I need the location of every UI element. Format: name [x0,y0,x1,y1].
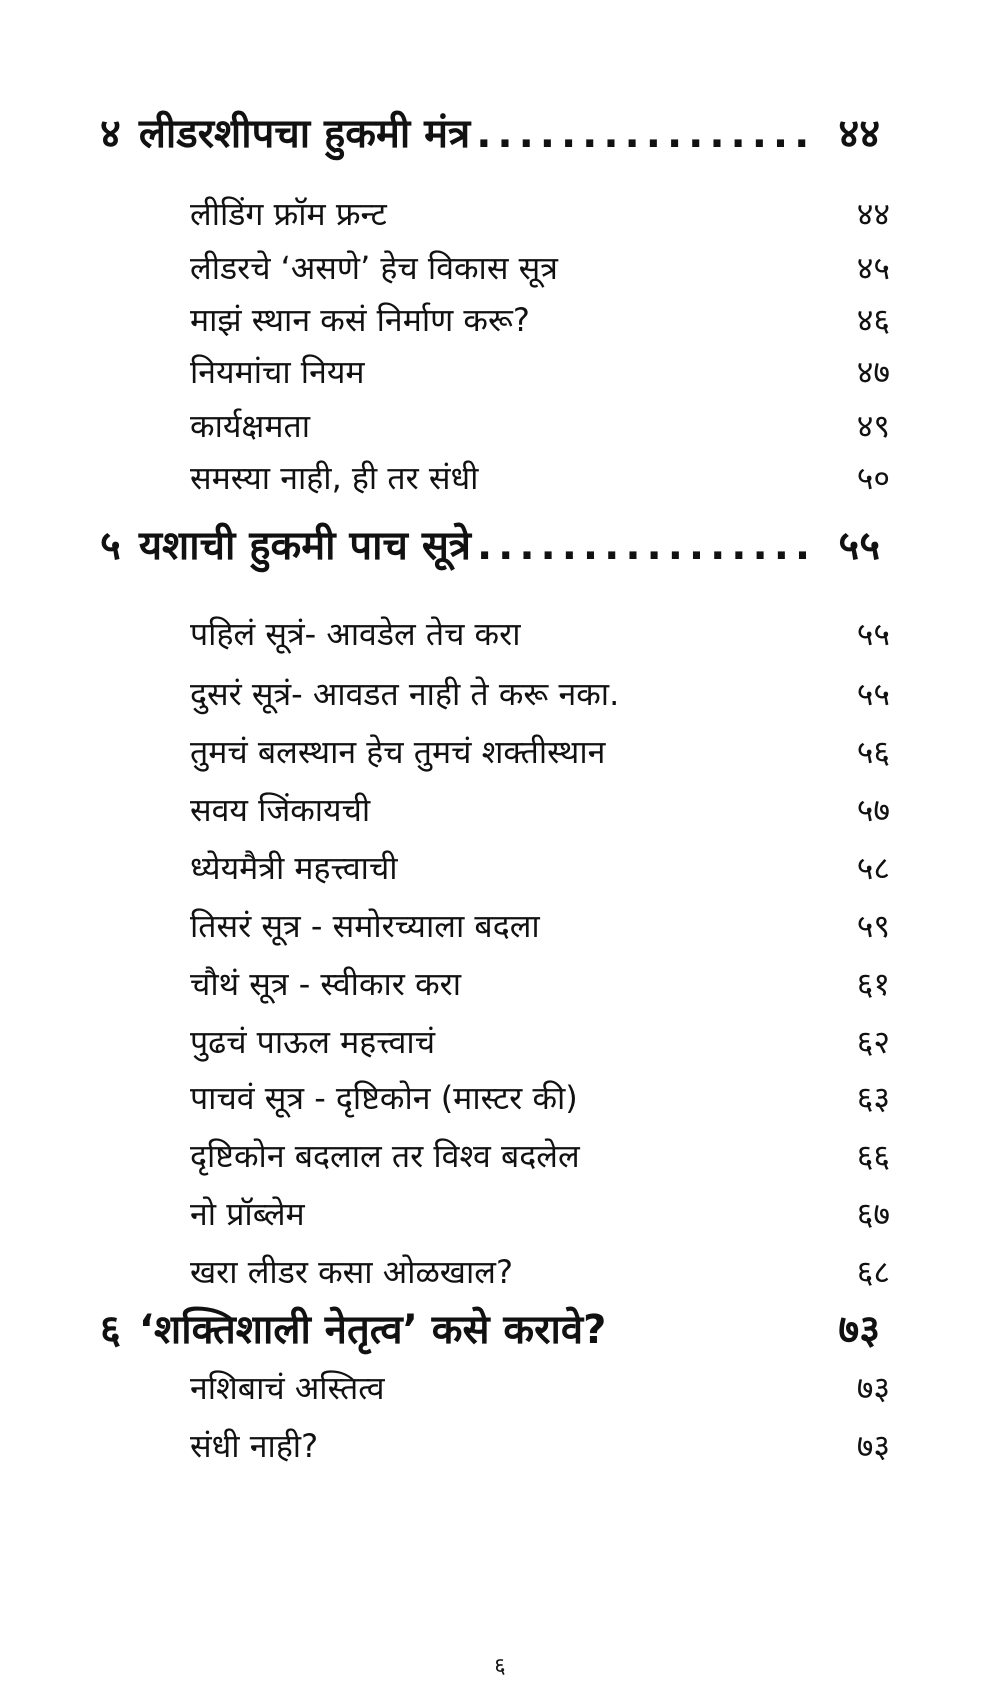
chapter-number: ६ [100,1307,121,1353]
toc-entry [190,404,890,448]
chapter-page-number: ७३ [838,1307,880,1353]
toc-entry [190,1192,890,1236]
entry-page-number: ७३ [856,1427,890,1465]
entry-page-number: ४४ [856,195,890,233]
chapter-heading [100,108,880,160]
entry-page-number: ५६ [856,733,890,771]
chapter-page-number: ५५ [838,523,880,569]
entry-page-number: ४५ [856,249,890,287]
entry-page-number: ४९ [856,407,890,445]
toc-entry [190,962,890,1006]
entry-page-number: ६३ [856,1079,890,1117]
entry-title: पुढचं पाऊल महत्त्वाचं [190,1023,436,1061]
toc-entry [190,672,890,716]
entry-title: तिसरं सूत्र - समोरच्याला बदला [190,907,540,945]
entry-page-number: ५५ [856,615,890,653]
chapter-title: ‘शक्तिशाली नेतृत्व’ कसे करावे? [138,1307,607,1353]
entry-title: नशिबाचं अस्तित्व [190,1369,385,1407]
toc-entry [190,612,890,656]
toc-entry [190,1020,890,1064]
entry-page-number: ५५ [856,675,890,713]
chapter-page-number: ४४ [838,111,880,157]
entry-page-number: ४७ [856,353,890,391]
page-number-footer: ६ [494,1654,506,1679]
toc-entry [190,730,890,774]
entry-title: लीडरचे ‘असणे’ हेच विकास सूत्र [190,249,558,287]
entry-title: माझं स्थान कसं निर्माण करू? [190,301,530,339]
toc-entry [190,1366,890,1410]
chapter-number: ५ [100,523,121,569]
entry-page-number: ६८ [856,1253,890,1291]
chapter-title: लीडरशीपचा हुकमी मंत्र [138,111,471,157]
toc-entry [190,350,890,394]
toc-entry [190,1134,890,1178]
entry-page-number: ५९ [856,907,890,945]
entry-title: दुसरं सूत्रं- आवडत नाही ते करू नका. [190,675,620,713]
chapter-heading [100,1304,880,1356]
entry-title: संधी नाही? [190,1427,319,1465]
toc-entry [190,456,890,500]
chapter-title: यशाची हुकमी पाच सूत्रे [138,523,471,569]
entry-page-number: ४६ [856,301,890,339]
leader-dots: ................ [476,523,817,569]
toc-entry [190,298,890,342]
toc-entry [190,192,890,236]
entry-title: नो प्रॉब्लेम [190,1195,305,1233]
toc-entry [190,246,890,290]
toc-entry [190,846,890,890]
toc-entry [190,1076,890,1120]
entry-title: लीडिंग फ्रॉम फ्रन्ट [190,195,387,233]
leader-dots: ................ [476,111,816,157]
toc-entry [190,788,890,832]
entry-page-number: ५८ [856,849,890,887]
entry-title: समस्या नाही, ही तर संधी [190,459,479,497]
toc-entry [190,904,890,948]
toc-entry [190,1250,890,1294]
chapter-number: ४ [100,111,121,157]
entry-page-number: ५० [856,459,890,497]
entry-title: पहिलं सूत्रं- आवडेल तेच करा [190,615,521,653]
entry-title: चौथं सूत्र - स्वीकार करा [190,965,462,1003]
entry-title: पाचवं सूत्र - दृष्टिकोन (मास्टर की) [190,1079,578,1117]
entry-page-number: ६१ [856,965,890,1003]
entry-title: तुमचं बलस्थान हेच तुमचं शक्तीस्थान [190,733,606,771]
entry-page-number: ६६ [856,1137,890,1175]
entry-title: खरा लीडर कसा ओळखाल? [190,1253,513,1291]
entry-page-number: ५७ [856,791,890,829]
entry-page-number: ७३ [856,1369,890,1407]
entry-page-number: ६७ [856,1195,890,1233]
entry-page-number: ६२ [856,1023,890,1061]
toc-entry [190,1424,890,1468]
entry-title: सवय जिंकायची [190,791,371,829]
entry-title: कार्यक्षमता [190,407,311,445]
entry-title: दृष्टिकोन बदलाल तर विश्व बदलेल [190,1137,580,1175]
entry-title: ध्येयमैत्री महत्त्वाची [190,849,398,887]
entry-title: नियमांचा नियम [190,353,365,391]
chapter-heading [100,520,880,572]
